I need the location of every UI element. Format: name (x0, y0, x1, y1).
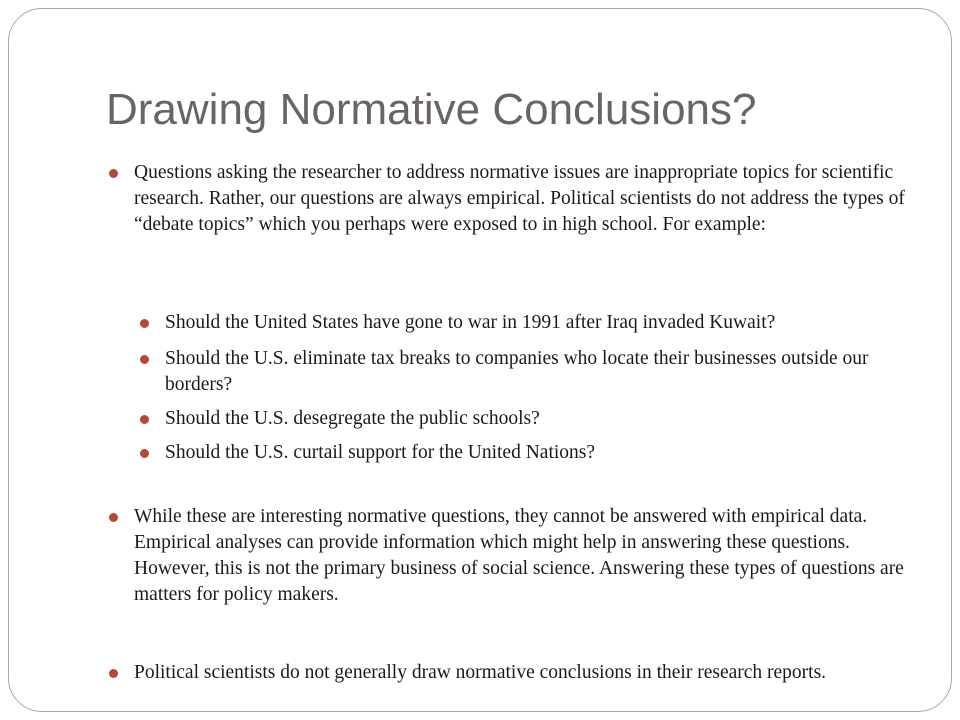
bullet-interesting-questions: While these are interesting normative questions, they cannot be answered with empirical data. Empirical analyses can provide information which might help in answering these questions. However, this is not the primary business of social science. Answering these types of questions are matters for policy makers. (134, 504, 924, 608)
slide-title: Drawing Normative Conclusions? (106, 85, 757, 134)
example-tax-breaks: Should the U.S. eliminate tax breaks to companies who locate their businesses outside our borders? (165, 346, 905, 398)
example-desegregate-schools: Should the U.S. desegregate the public schools? (165, 406, 905, 432)
example-war-1991: Should the United States have gone to war in 1991 after Iraq invaded Kuwait? (165, 310, 905, 336)
example-united-nations: Should the U.S. curtail support for the United Nations? (165, 440, 905, 466)
bullet-no-normative-conclusions: Political scientists do not generally draw normative conclusions in their research reports. (134, 660, 924, 686)
bullet-normative-issues: Questions asking the researcher to address normative issues are inappropriate topics for scientific research. Rather, our questions are always empirical. Political scientists do not address the types of “debate topics” which you perhaps were exposed to in high school. For example: (134, 160, 924, 238)
